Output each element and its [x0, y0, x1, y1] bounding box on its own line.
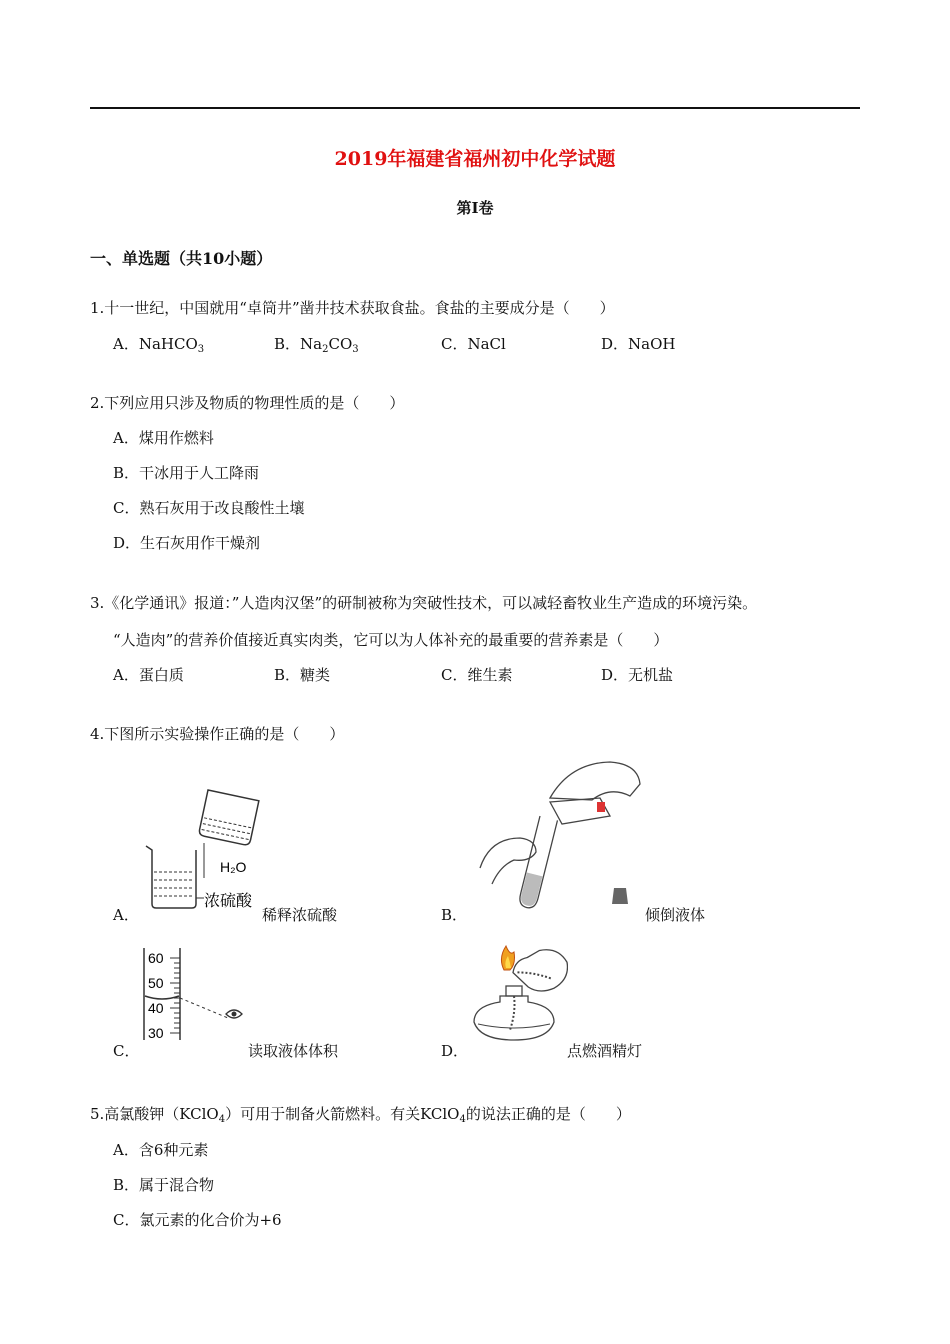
volume-label: 第Ⅰ卷: [456, 199, 494, 217]
tick-30: 30: [148, 1025, 164, 1041]
q4-option-d-letter: D．: [441, 1042, 469, 1060]
q4-option-c-letter: C．: [113, 1042, 140, 1060]
tick-60: 60: [148, 950, 164, 966]
q3-option-a: A．蛋白质: [113, 666, 184, 684]
q1-option-d: D．NaOH: [601, 335, 676, 353]
acid-label: 浓硫酸: [204, 893, 253, 910]
q4-option-d-caption: 点燃酒精灯: [567, 1042, 643, 1060]
q2-option-c: C．熟石灰用于改良酸性土壤: [113, 499, 305, 517]
tick-50: 50: [148, 975, 164, 991]
q2-option-d: D．生石灰用作干燥剂: [113, 534, 261, 552]
q1-option-a: A．NaHCO$_3$: [113, 335, 205, 355]
q4-option-c-caption: 读取液体体积: [248, 1042, 339, 1060]
alcohol-lamp-figure: [470, 940, 568, 1046]
q3-option-b: B．糖类: [274, 666, 331, 684]
question-2-stem: 2.下列应用只涉及物质的物理性质的是（ ）: [90, 394, 405, 412]
q3-option-d: D．无机盐: [601, 666, 674, 684]
q4-option-b-caption: 倾倒液体: [645, 906, 706, 924]
q4-option-a-letter: A．: [113, 906, 139, 924]
q1-option-b: B．$Na_2CO_3$: [274, 335, 359, 355]
question-3-stem-cont: “人造肉”的营养价值接近真实肉类，它可以为人体补充的最重要的营养素是（ ）: [113, 631, 669, 649]
section-heading: 一、单选题（共10小题）: [90, 249, 273, 268]
q4-option-b-letter: B．: [441, 906, 468, 924]
q1-option-c: C．NaCl: [441, 335, 506, 353]
q2-option-a: A．煤用作燃料: [113, 429, 214, 447]
q5-option-b: B．属于混合物: [113, 1176, 215, 1194]
q3-option-c: C．维生素: [441, 666, 513, 684]
tick-40: 40: [148, 1000, 164, 1016]
question-4-stem: 4.下图所示实验操作正确的是（ ）: [90, 725, 345, 743]
question-3-stem: 3.《化学通讯》报道：”人造肉汉堡”的研制被称为突破性技术，可以减轻畜牧业生产造成的环境污染。: [90, 594, 758, 612]
graduated-cylinder-figure: [140, 944, 252, 1044]
question-5-stem: 5.高氯酸钾（KClO$_4$）可用于制备火箭燃料。有关KClO$_4$的说法正确的是（ ）: [90, 1105, 631, 1125]
water-label: H₂O: [220, 859, 247, 875]
q5-option-a: A．含6种元素: [113, 1141, 209, 1159]
q4-option-a-caption: 稀释浓硫酸: [262, 906, 338, 924]
pouring-liquid-figure: [470, 758, 650, 910]
header-rule: [90, 107, 860, 109]
q2-option-b: B．干冰用于人工降雨: [113, 464, 260, 482]
page-title: 2019年福建省福州初中化学试题: [334, 148, 616, 170]
question-1-stem: 1.十一世纪，中国就用“卓筒井”凿井技术获取食盐。食盐的主要成分是（ ）: [90, 299, 615, 317]
q5-option-c: C．氯元素的化合价为+6: [113, 1211, 282, 1229]
diluting-acid-figure: [138, 788, 268, 912]
